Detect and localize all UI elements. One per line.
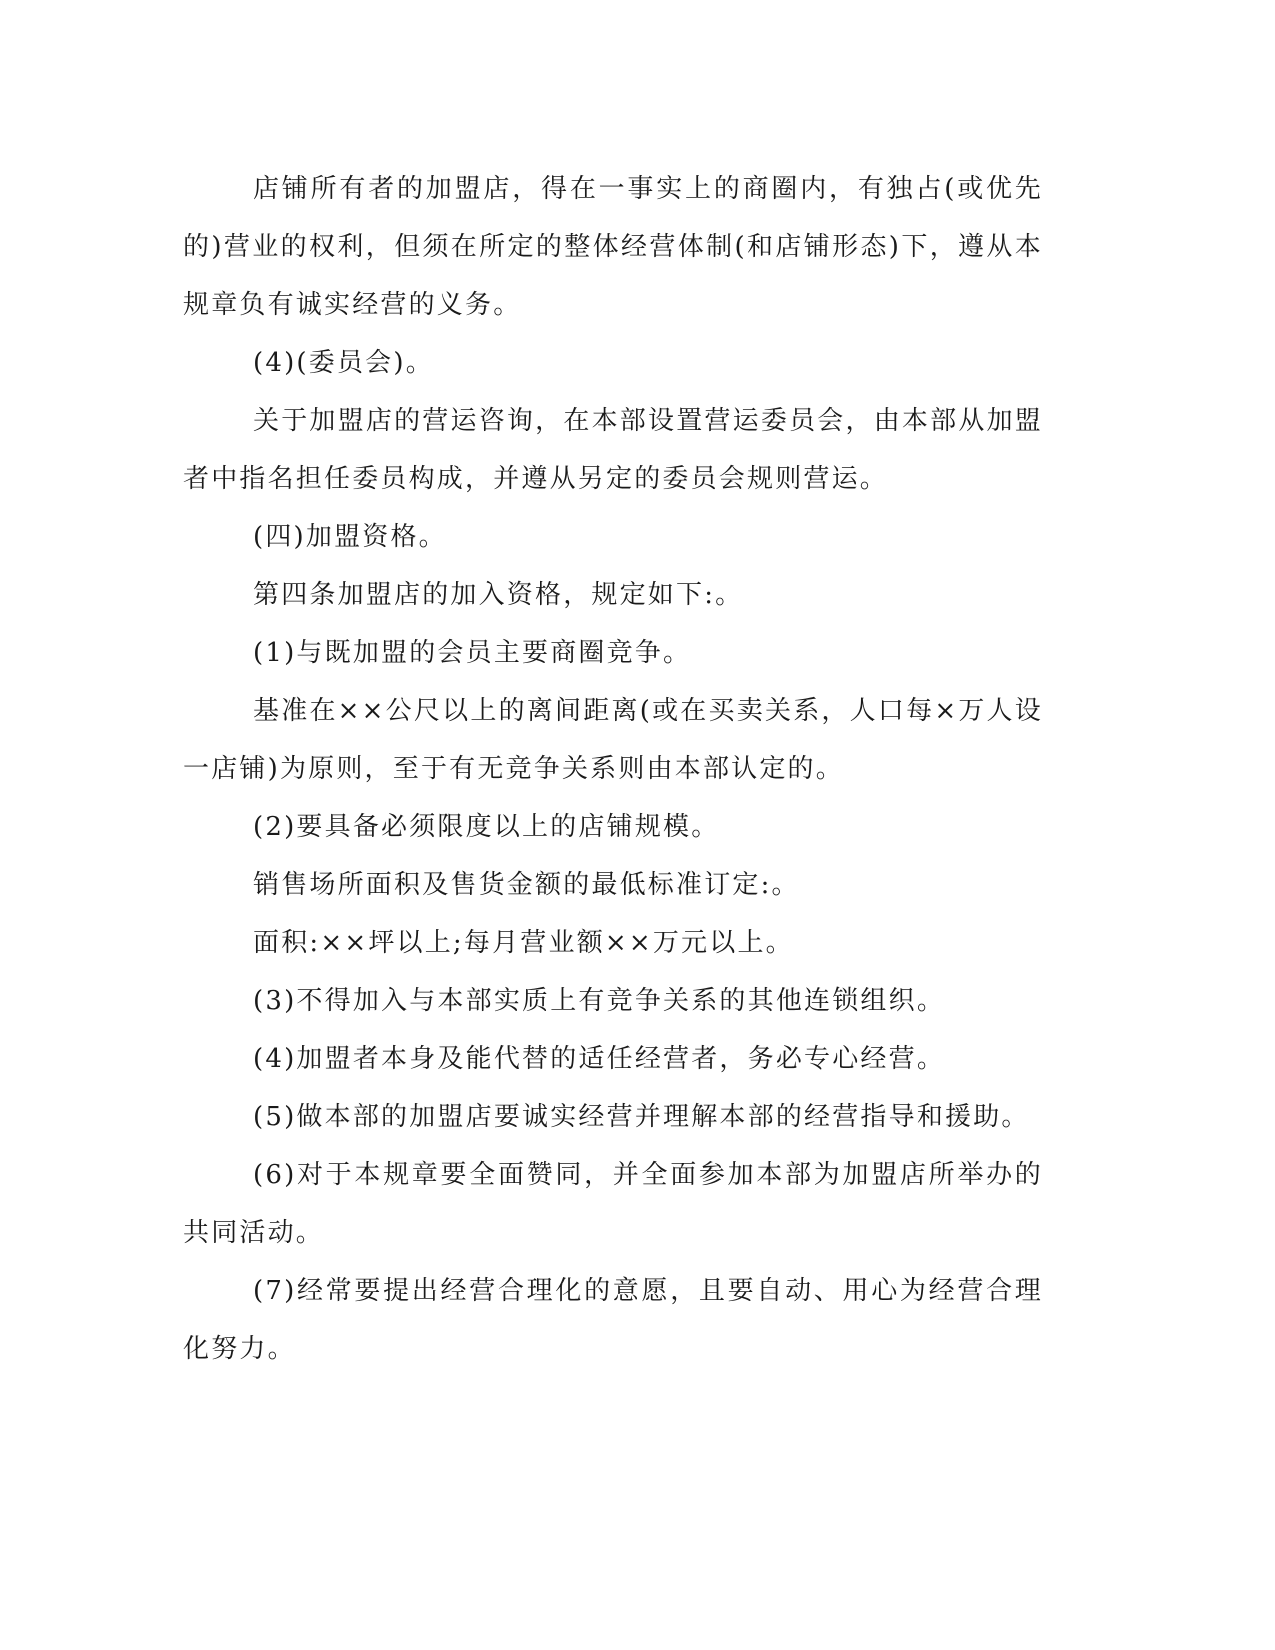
paragraph-committee-heading: (4)(委员会)。 <box>253 348 434 378</box>
paragraph-item-4: (4)加盟者本身及能代替的适任经营者，务必专心经营。 <box>253 1044 946 1074</box>
paragraph-exclusive-rights: 店铺所有者的加盟店，得在一事实上的商圈内，有独占(或优先的)营业的权利，但须在所定的整体经营体制(和店铺形态)下，遵从本规章负有诚实经营的义务。 <box>183 174 1043 320</box>
paragraph-item-2: (2)要具备必须限度以上的店铺规模。 <box>253 812 720 842</box>
paragraph-item-6: (6)对于本规章要全面赞同，并全面参加本部为加盟店所举办的共同活动。 <box>183 1160 1043 1248</box>
paragraph-item-5: (5)做本部的加盟店要诚实经营并理解本部的经营指导和援助。 <box>253 1102 1030 1132</box>
paragraph-item-2-values: 面积:××坪以上;每月营业额××万元以上。 <box>253 928 794 958</box>
paragraph-article-four: 第四条加盟店的加入资格，规定如下:。 <box>253 580 744 610</box>
document-body <box>183 160 1043 1378</box>
paragraph-item-1-detail: 基准在××公尺以上的离间距离(或在买卖关系，人口每×万人设一店铺)为原则，至于有无竞争关系则由本部认定的。 <box>183 696 1043 784</box>
paragraph-section-heading: (四)加盟资格。 <box>253 522 447 552</box>
paragraph-committee-body: 关于加盟店的营运咨询，在本部设置营运委员会，由本部从加盟者中指名担任委员构成，并遵从另定的委员会规则营运。 <box>183 406 1043 494</box>
paragraph-item-2-standard: 销售场所面积及售货金额的最低标准订定:。 <box>253 870 800 900</box>
paragraph-item-1: (1)与既加盟的会员主要商圈竞争。 <box>253 638 692 668</box>
paragraph-item-7: (7)经常要提出经营合理化的意愿，且要自动、用心为经营合理化努力。 <box>183 1276 1043 1364</box>
paragraph-item-3: (3)不得加入与本部实质上有竞争关系的其他连锁组织。 <box>253 986 946 1016</box>
